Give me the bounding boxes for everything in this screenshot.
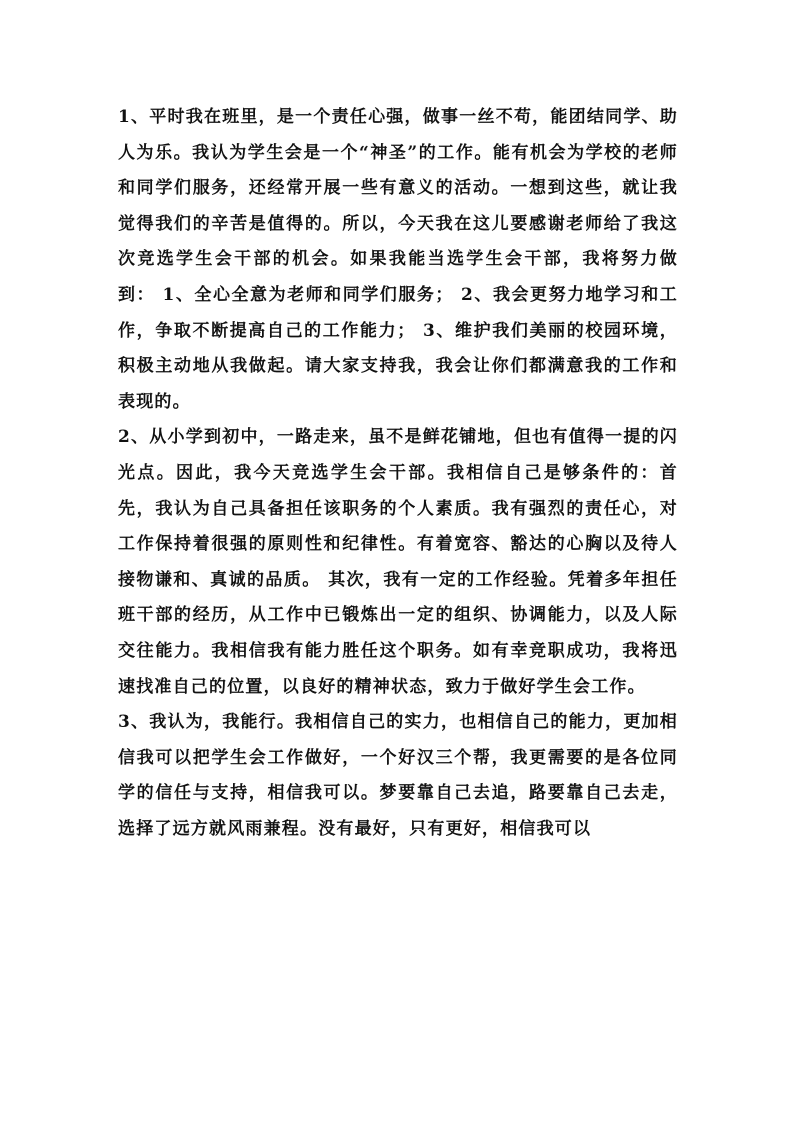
- paragraph-1: 1、平时我在班里，是一个责任心强，做事一丝不苟，能团结同学、助人为乐。我认为学生会是一个“神圣”的工作。能有机会为学校的老师和同学们服务，还经常开展一些有意义的活动。一想到这些，就让我觉得我们的辛苦是值得的。所以，今天我在这儿要感谢老师给了我这次竞选学生会干部的机会。如果我能当选学生会干部，我将努力做到： 1、全心全意为老师和同学们服务； 2、我会更努力地学习和工作，争取不断提高自己的工作能力； 3、维护我们美丽的校园环境，积极主动地从我做起。请大家支持我，我会让你们都满意我的工作和表现的。: [118, 107, 678, 412]
- paragraph-3: 3、我认为，我能行。我相信自己的实力，也相信自己的能力，更加相信我可以把学生会工作做好，一个好汉三个帮，我更需要的是各位同学的信任与支持，相信我可以。梦要靠自己去追，路要靠自己去走，选择了远方就风雨兼程。没有最好，只有更好，相信我可以: [118, 712, 678, 839]
- paragraph-2: 2、从小学到初中，一路走来，虽不是鲜花铺地，但也有值得一提的闪光点。因此，我今天竞选学生会干部。我相信自己是够条件的：首先，我认为自己具备担任该职务的个人素质。我有强烈的责任心，对工作保持着很强的原则性和纪律性。有着宽容、豁达的心胸以及待人接物谦和、真诚的品质。 其次，我有一定的工作经验。凭着多年担任班干部的经历，从工作中已锻炼出一定的组织、协调能力，以及人际交往能力。我相信我有能力胜任这个职务。如有幸竞职成功，我将迅速找准自己的位置，以良好的精神状态，致力于做好学生会工作。: [118, 427, 678, 697]
- document-body: [118, 100, 678, 847]
